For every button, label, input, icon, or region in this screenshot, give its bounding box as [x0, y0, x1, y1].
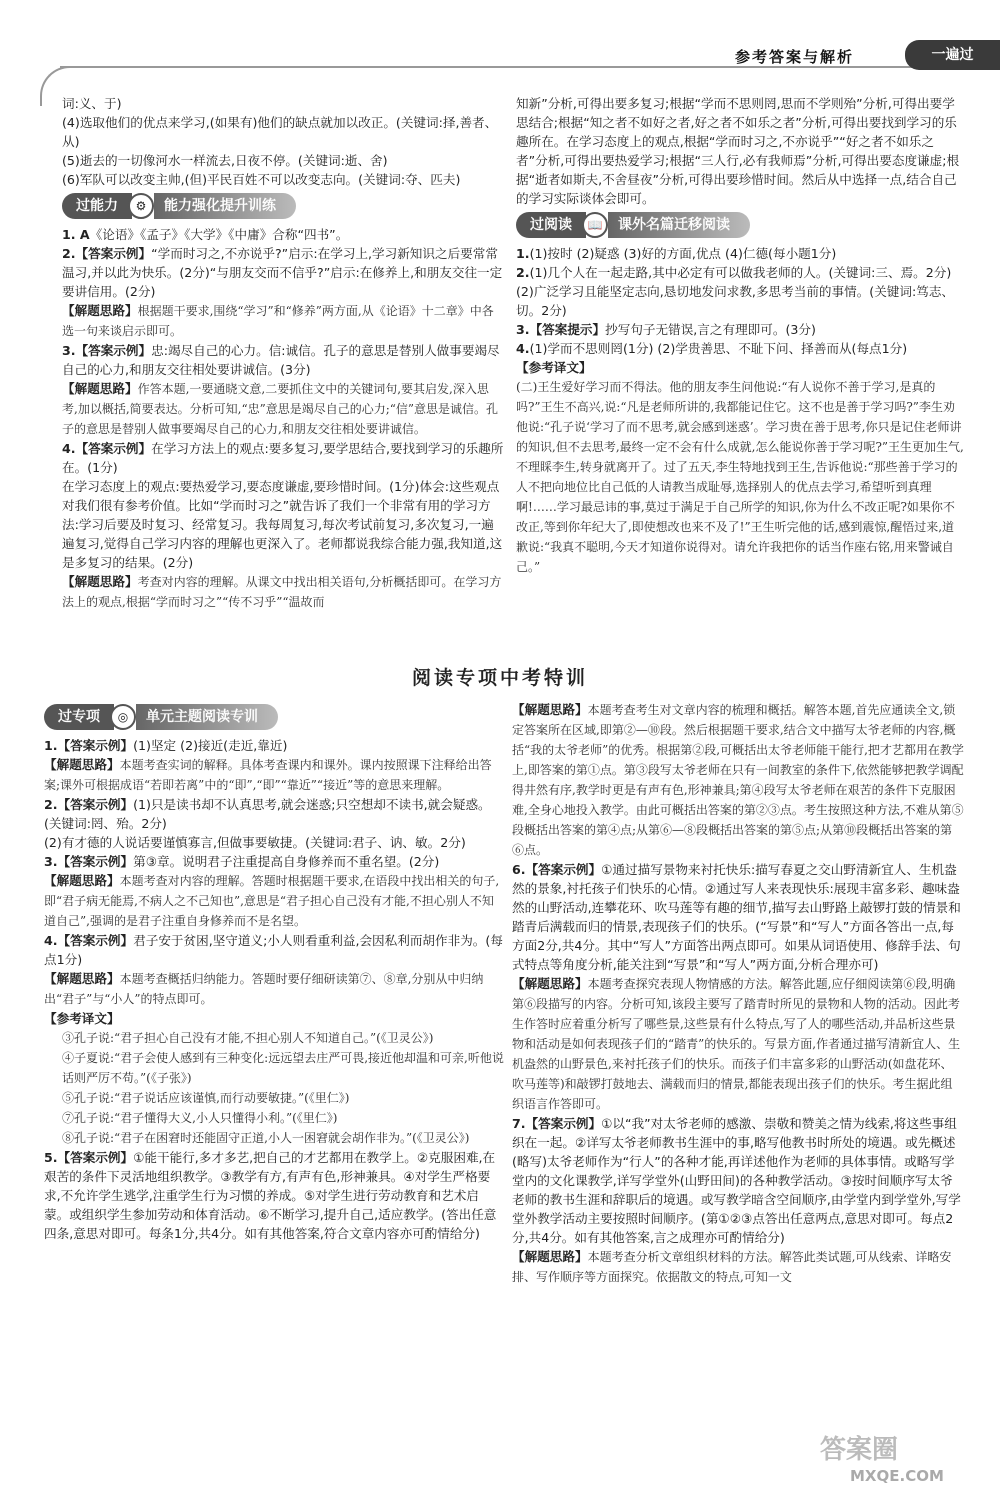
header-title: 参考答案与解析 [735, 48, 855, 66]
question-label: 2.【答案示例】 [44, 797, 134, 812]
answer-text: ④子夏说:“君子会使人感到有三种变化:远远望去庄严可畏,接近他却温和可亲,听他说话则严厉不苟。”(《子张》) [62, 1051, 504, 1085]
answer-item [44, 795, 504, 833]
answer-item [62, 572, 504, 612]
page-header [0, 0, 1000, 80]
question-label: 【解题思路】 [62, 303, 138, 318]
answer-text: 本题考查对内容的理解。答题时根据题干要求,在语段中找出相关的句子,即“君子病无能焉,不病人之不己知也”,意思是“君子担心自己没有才能,不担心别人不知道自己”,强调的是君子注重自身修养而不是名望。 [44, 874, 500, 928]
watermark-url: MXQE.COM [850, 1467, 944, 1485]
answer-text: (1)只是读书却不认真思考,就会迷惑;只空想却不读书,就会疑惑。(关键词:罔、殆。2分) [44, 797, 491, 831]
answer-text: “学而时习之,不亦说乎?”启示:在学习上,学习新知识之后要常常温习,并以此为快乐。(2分)“与朋友交而不信乎?”启示:在修养上,和朋友交往一定要讲信用。(2分) [62, 246, 503, 299]
question-label: 3.【答案示例】 [62, 343, 152, 358]
paragraph: 知新”分析,可得出要多复习;根据“学而不思则罔,思而不学则殆”分析,可得出要学思结合;根据“知之者不如好之者,好之者不如乐之者”分析,可得出要找到学习的乐趣所在。在学习态度上的观点,根据“学而时习之,不亦说乎”“好之者不如乐之者”分析,可得出要热爱学习;根据“三人行,必有我师焉”分析,可得出要态度谦虚;根据“逝者如斯夫,不舍昼夜”分析,可得出要珍惜时间。然后从中选择一点,结合自己的学习实际谈体会即可。 [516, 96, 960, 206]
answer-item [44, 1148, 504, 1243]
answer-item [62, 379, 504, 439]
answer-text: (1)学而不思则罔(1分) (2)学贵善思、不耻下问、择善而从(每点1分) [529, 341, 908, 356]
answer-text: 考查对内容的理解。从课文中找出相关语句,分析概括即可。在学习方法上的观点,根据“学而时习之”“传不习乎”“温故而 [62, 575, 502, 609]
question-label: 【解题思路】 [512, 1249, 588, 1264]
answer-item [516, 320, 964, 339]
paragraph: 词:义、于) [62, 96, 122, 111]
answer-item [516, 282, 964, 320]
answer-item [516, 244, 964, 263]
question-label: 【参考译文】 [44, 1011, 120, 1026]
answer-text: 忠:竭尽自己的心力。信:诚信。孔子的意思是替别人做事要竭尽自己的心力,和朋友交往相处要讲诚信。(3分) [62, 343, 500, 377]
answer-text: 在学习态度上的观点:要热爱学习,要态度谦虚,要珍惜时间。(1分)体会:这些观点对我们很有参考价值。比如“学而时习之”就告诉了我们一个非常有用的学习方法:学习后要及时复习、经常复习。我每周复习,每次考试前复习,多次复习,一遍遍复习,觉得自己学习内容的理解也更深入了。老师都说我综合能力强,我知道,这是多复习的结果。(2分) [62, 479, 503, 570]
right-bottom-column [512, 700, 964, 1287]
answer-item [62, 301, 504, 341]
answer-text: 抄写句子无错误,言之有理即可。(3分) [605, 322, 816, 337]
question-label: 6.【答案示例】 [512, 862, 602, 877]
banner-subtitle: 能力强化提升训练 [154, 193, 296, 219]
answer-item [62, 225, 504, 244]
answer-item [516, 339, 964, 358]
paragraph: (6)军队可以改变主帅,(但)平民百姓不可以改变志向。(关键词:夺、匹夫) [62, 172, 461, 187]
question-label: 5.【答案示例】 [44, 1150, 134, 1165]
banner-label: 过能力 [62, 193, 132, 219]
target-icon: ◎ [110, 704, 136, 730]
section-banner-reading [516, 212, 964, 238]
question-label: 7.【答案示例】 [512, 1116, 602, 1131]
answer-item [44, 852, 504, 871]
banner-subtitle: 课外名篇迁移阅读 [608, 212, 750, 238]
answer-item [516, 377, 964, 577]
question-label: 3.【答案提示】 [516, 322, 606, 337]
answer-item [62, 341, 504, 379]
book-icon: 📖 [582, 212, 608, 238]
answer-text: 君子安于贫困,坚守道义;小人则看重利益,会因私利而胡作非为。(每点1分) [44, 933, 503, 967]
answer-item [62, 439, 504, 477]
paragraph: (4)选取他们的优点来学习,(如果有)他们的缺点就加以改正。(关键词:择,善者、从) [62, 115, 498, 149]
answer-text: 本题考查探究表现人物情感的方法。解答此题,应仔细阅读第⑥段,明确第⑥段描写的内容。分析可知,该段主要写了踏青时所见的景物和人物的活动。因此考生作答时应着重分析写了哪些景,这些景有什么特点,写了人的哪些活动,并品析这些景物和活动是如何表现孩子们的“踏青”的快乐的。写景方面,作者通过描写清新宜人、生机盎然的山野景色,来衬托孩子们的快乐。而孩子们丰富多彩的山野活动(如盘花环、吹马莲等)和敲锣打鼓地去、满载而归的情景,都能表现出孩子们的快乐。考生据此组织语言作答即可。 [512, 977, 961, 1111]
answer-item [44, 833, 504, 852]
question-label: 2.【答案示例】 [62, 246, 152, 261]
answer-text: (1)按时 (2)疑惑 (3)好的方面,优点 (4)仁德(每小题1分) [529, 246, 837, 261]
question-label: 【解题思路】 [44, 757, 120, 772]
answer-item [512, 700, 964, 860]
answer-item [44, 871, 504, 931]
question-label: 2. [516, 265, 530, 280]
answer-item [44, 969, 504, 1009]
answer-text: ①以“我”对太爷老师的感激、崇敬和赞美之情为线索,将这些事组织在一起。②详写太爷老师教书生涯中的事,略写他教书时所处的境遇。或先概述(略写)太爷老师作为“行人”的各种才能,再详述他作为老师的具体事情。或略写学堂内的文化课教学,详写学堂外(山野田间)的各种教学活动。③按时间顺序写太爷老师的教书生涯和辞职后的境遇。或写教学暗含空间顺序,由学堂内到学堂外,写学堂外教学活动主要按照时间顺序。(第①②③点答出任意两点,意思对即可。每点2分,共4分。如有其他答案,言之成理亦可酌情给分) [512, 1116, 961, 1245]
answer-item [62, 477, 504, 572]
question-label: 1.【答案示例】 [44, 738, 134, 753]
question-label: 【解题思路】 [512, 976, 588, 991]
section-banner-special [44, 704, 504, 730]
answer-text: ③孔子说:“君子担心自己没有才能,不担心别人不知道自己。”(《卫灵公》) [62, 1031, 434, 1045]
answer-text: ⑦孔子说:“君子懂得大义,小人只懂得小利。”(《里仁》) [62, 1111, 338, 1125]
header-rule [60, 66, 1000, 68]
right-top-column [516, 94, 964, 577]
paragraph: (5)逝去的一切像河水一样流去,日夜不停。(关键词:逝、舍) [62, 153, 388, 168]
question-label: 4.【答案示例】 [62, 441, 152, 456]
answer-item [512, 1114, 964, 1247]
answer-item [62, 244, 504, 301]
gear-icon: ⚙ [128, 193, 154, 219]
answer-text: 本题考查分析文章组织材料的方法。解答此类试题,可从线索、详略安排、写作顺序等方面探究。依据散文的特点,可知一文 [512, 1250, 952, 1284]
answer-text: 第③章。说明君子注重提高自身修养而不重名望。(2分) [133, 854, 440, 869]
answer-item [44, 1108, 504, 1128]
left-top-column [62, 94, 504, 612]
question-label: 【解题思路】 [62, 574, 138, 589]
answer-text: ①通过描写景物来衬托快乐:描写春夏之交山野清新宜人、生机盎然的景象,衬托孩子们快乐的心情。②通过写人来表现快乐:展现丰富多彩、趣味盎然的山野活动,连攀花环、吹马莲等有趣的细节,描写去山野路上敲锣打鼓的情景和踏青后满载而归的情景,表现孩子们的快乐。(“写景”和“写人”方面各答出一点,每方面2分,共4分。其中“写人”方面答出两点即可。如果从词语使用、修辞手法、句式特点等角度分析,能关注到“写景”和“写人”两方面,分析合理亦可) [512, 862, 961, 972]
answer-text: ⑧孔子说:“君子在困窘时还能固守正道,小人一困窘就会胡作非为。”(《卫灵公》) [62, 1131, 470, 1145]
section-title: 阅读专项中考特训 [411, 667, 588, 689]
answer-text: 根据题干要求,围绕“学习”和“修养”两方面,从《论语》十二章》中各选一句来谈启示即可。 [62, 304, 494, 338]
banner-label: 过阅读 [516, 212, 586, 238]
question-label: 1. A [62, 227, 90, 242]
answer-item [516, 358, 964, 377]
answer-text: ⑤孔子说:“君子说话应该谨慎,而行动要敏捷。”(《里仁》) [62, 1091, 350, 1105]
answer-item [44, 755, 504, 795]
question-label: 1. [516, 246, 530, 261]
section-banner-ability [62, 193, 504, 219]
answer-item [44, 1028, 504, 1048]
answer-item [44, 1048, 504, 1088]
answer-text: (1)坚定 (2)接近(走近,靠近) [133, 738, 288, 753]
watermark-logo: 答案圈 [820, 1435, 899, 1465]
answer-item [512, 1247, 964, 1287]
answer-text: 作答本题,一要通晓文意,二要抓住文中的关键词句,要其启发,深入思考,加以概括,简要表达。分析可知,“忠”意思是竭尽自己的心力;“信”意思是诚信。孔子的意思是替别人做事要竭尽自己的心力,和朋友交往相处要讲诚信。 [62, 382, 499, 436]
question-label: 3.【答案示例】 [44, 854, 134, 869]
answer-item [44, 1088, 504, 1108]
question-label: 【解题思路】 [44, 971, 120, 986]
answer-text: (二)王生爱好学习而不得法。他的朋友李生问他说:“有人说你不善于学习,是真的吗?”王生不高兴,说:“凡是老师所讲的,我都能记住它。这不也是善于学习吗?”李生劝他说:“孔子说‘学习了而不思考,就会感到迷惑’。学习贵在善于思考,你只是记住老师讲的知识,但不去思考,最终一定不会有什么成就,怎么能说你善于学习呢?”王生更加生气,不理睬李生,转身就离开了。过了五天,李生特地找到王生,告诉他说:“那些善于学习的人不把向地位比自己低的人请教当成耻辱,选择别人的优点去学习,希望听到真理啊!……学习最忌讳的事,莫过于满足于自己所学的知识,你为什么不改正呢?如果你不改正,等到你年纪大了,即使想改也来不及了!”王生听完他的话,感到震惊,醒悟过来,道歉说:“我真不聪明,今天才知道你说得对。请允许我把你的话当作座右铭,用来警诫自己。” [516, 380, 964, 574]
answer-text: (1)几个人在一起走路,其中必定有可以做我老师的人。(关键词:三、焉。2分) [529, 265, 952, 280]
answer-text: ①能干能行,多才多艺,把自己的才艺都用在教学上。②克服困难,在艰苦的条件下灵活地组织教学。③教学有方,有声有色,形神兼具。④对学生严格要求,不允许学生逃学,注重学生行为习惯的养成。⑤对学生进行劳动教育和艺术启蒙。或组织学生参加劳动和体育活动。⑥不断学习,提升自己,适应教学。(答出任意四条,意思对即可。每条1分,共4分。如有其他答案,符合文章内容亦可酌情给分) [44, 1150, 497, 1241]
question-label: 【解题思路】 [512, 702, 588, 717]
answer-text: (2)广泛学习且能坚定志向,恳切地发问求教,多思考当前的事情。(关键词:笃志、切。2分) [516, 284, 955, 318]
question-label: 4. [516, 341, 530, 356]
answer-item [516, 263, 964, 282]
banner-subtitle: 单元主题阅读专训 [136, 704, 278, 730]
answer-item [44, 736, 504, 755]
question-label: 【参考译文】 [516, 360, 592, 375]
answer-text: 《论语》《孟子》《大学》《中庸》合称“四书”。 [89, 227, 349, 242]
answer-text: 在学习方法上的观点:要多复习,要学思结合,要找到学习的乐趣所在。(1分) [62, 441, 504, 475]
answer-item [512, 974, 964, 1114]
answer-text: 本题考查实词的解释。具体考查课内和课外。课内按照课下注释给出答案;课外可根据成语“若即若离”中的“即”,“即”“靠近”“接近”等的意思来理解。 [44, 758, 492, 792]
answer-item [44, 1128, 504, 1148]
answer-item [44, 1009, 504, 1028]
question-label: 【解题思路】 [62, 381, 138, 396]
question-label: 【解题思路】 [44, 873, 120, 888]
answer-item [44, 931, 504, 969]
banner-label: 过专项 [44, 704, 114, 730]
answer-text: 本题考查概括归纳能力。答题时要仔细研读第⑦、⑧章,分别从中归纳出“君子”与“小人”的特点即可。 [44, 972, 484, 1006]
header-logo: 一遍过 [905, 40, 1000, 70]
answer-item [512, 860, 964, 974]
question-label: 4.【答案示例】 [44, 933, 134, 948]
answer-text: 本题考查考生对文章内容的梳理和概括。解答本题,首先应通读全文,锁定答案所在区域,即第②—⑩段。然后根据题干要求,结合文中描写太爷老师的内容,概括“我的太爷老师”的优秀。根据第②段,可概括出太爷老师能干能行,把才艺都用在教学上,即答案的第①点。第③段写太爷老师在只有一间教室的条件下,依然能够把教学调配得井然有序,教学时更是有声有色,形神兼具;第④段写太爷老师在艰苦的条件下克服困难,全身心地投入教学。由此可概括出答案的第②③点。考生按照这种方法,不难从第⑤段概括出答案的第④点;从第⑥—⑧段概括出答案的第⑤点;从第⑩段概括出答案的第⑥点。 [512, 703, 964, 857]
answer-text: (2)有才德的人说话要谨慎寡言,但做事要敏捷。(关键词:君子、讷、敏。2分) [44, 835, 466, 850]
left-bottom-column [44, 700, 504, 1243]
